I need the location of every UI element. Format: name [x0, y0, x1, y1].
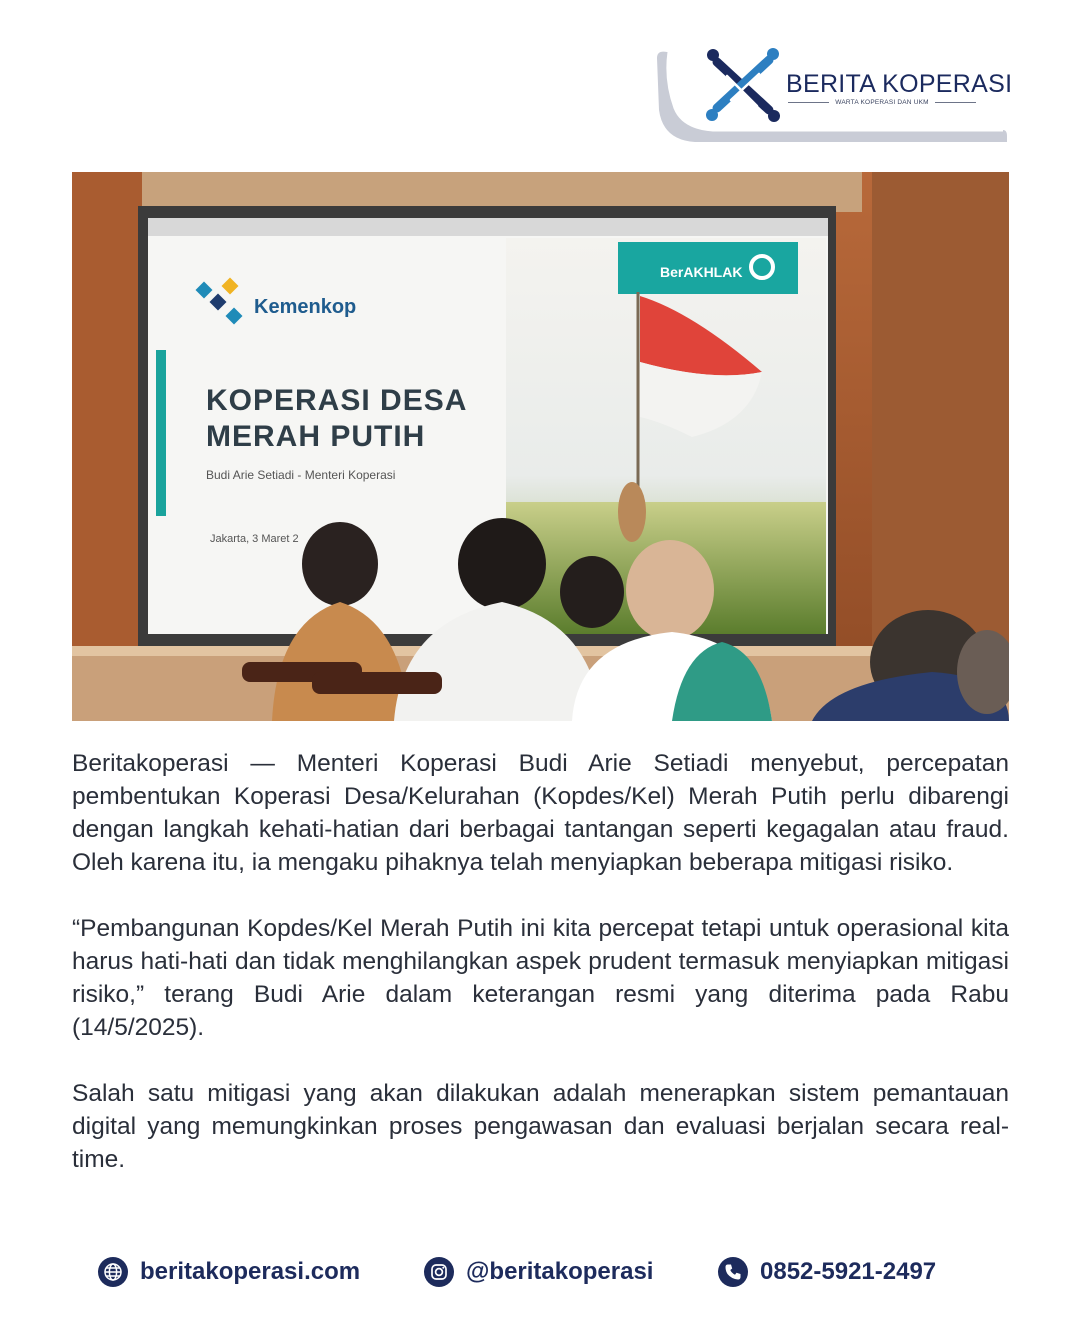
phone-text: 0852-5921-2497	[760, 1258, 937, 1285]
instagram-icon	[424, 1257, 454, 1287]
brand-logo	[655, 50, 1013, 142]
slide-place-date: Jakarta, 3 Maret 2	[210, 533, 299, 545]
news-photo	[72, 172, 1009, 721]
slide-org: Kemenkop	[254, 296, 357, 318]
footer-contacts	[98, 1255, 978, 1289]
instagram-text: @beritakoperasi	[466, 1258, 654, 1285]
brand-name: BERITA KOPERASI	[786, 70, 1013, 98]
slide-title-line1: KOPERASI DESA	[206, 384, 468, 417]
slide-badge: BerAKHLAK	[660, 264, 743, 280]
article-paragraph-1: Beritakoperasi — Menteri Koperasi Budi Arie Setiadi menyebut, percepatan pembentukan Koperasi Desa/Kelurahan (Kopdes/Kel) Merah Putih perlu dibarengi dengan langkah kehati-hatian dari berbagai tantangan seperti kegagalan atau fraud. Oleh karena itu, ia mengaku pihaknya telah menyiapkan beberapa mitigasi risiko.	[72, 750, 1009, 876]
article-body	[72, 747, 1009, 1209]
article-paragraph-3: Salah satu mitigasi yang akan dilakukan adalah menerapkan sistem pemantauan digital yang memungkinkan proses pengawasan dan evaluasi berjalan secara real-time.	[72, 1080, 1009, 1173]
phone-link[interactable]	[718, 1255, 936, 1289]
brand-tagline-row	[788, 96, 976, 108]
berita-koperasi-logo-icon	[703, 46, 783, 124]
website-text: beritakoperasi.com	[140, 1258, 361, 1285]
brand-tagline: WARTA KOPERASI DAN UKM	[835, 98, 929, 106]
instagram-link[interactable]	[424, 1255, 653, 1289]
slide-subtitle: Budi Arie Setiadi - Menteri Koperasi	[206, 468, 396, 482]
slide-title-line2: MERAH PUTIH	[206, 420, 426, 453]
article-paragraph-2: “Pembangunan Kopdes/Kel Merah Putih ini kita percepat tetapi untuk operasional kita harus hati-hati dan tidak menghilangkan aspek prudent termasuk menyiapkan mitigasi risiko,” terang Budi Arie dalam keterangan resmi yang diterima pada Rabu (14/5/2025).	[72, 915, 1009, 1041]
globe-icon	[98, 1257, 128, 1287]
phone-icon	[718, 1257, 748, 1287]
website-link[interactable]	[98, 1255, 360, 1289]
